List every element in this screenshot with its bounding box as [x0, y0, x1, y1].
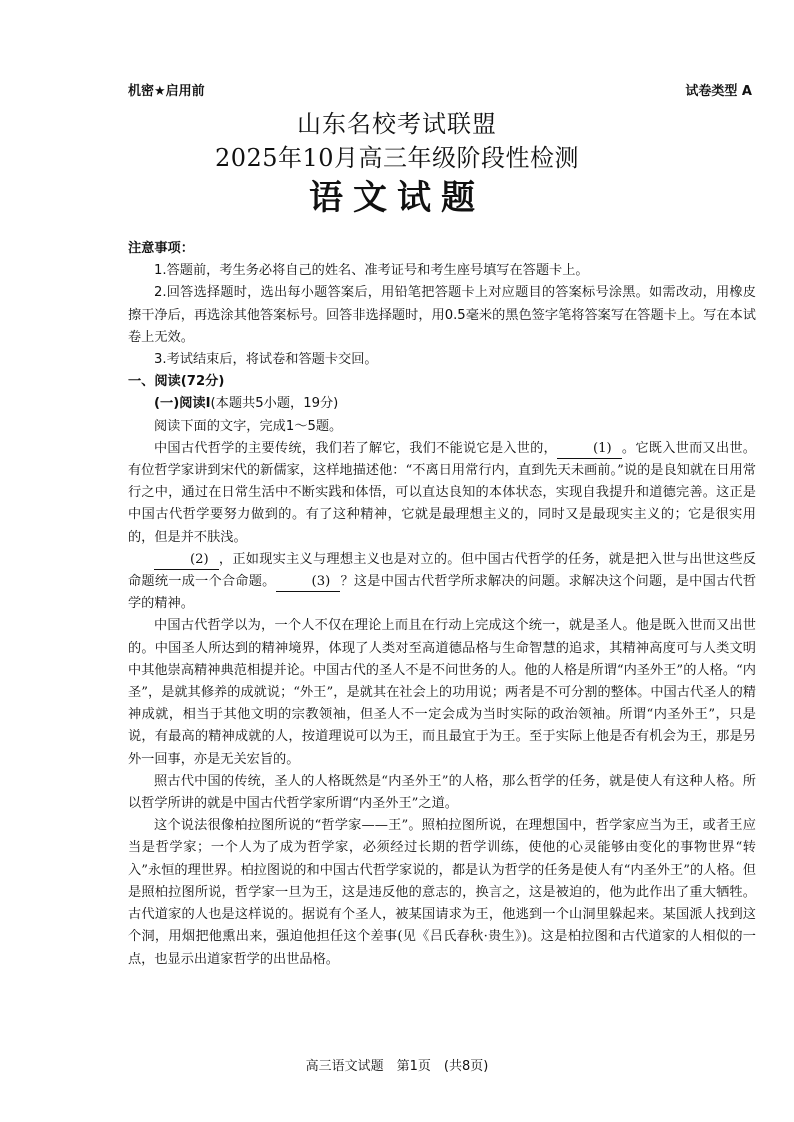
blank-2: (2): [154, 551, 219, 570]
paper-type-label: 试卷类型 A: [685, 84, 752, 99]
sub-section-info: (本题共5小题，19分): [210, 396, 339, 412]
passage-text: 。它既入世而又出世。有位哲学家讲到宋代的新儒家，这样地描述他：“不离日用常行内，直到先天未画前。”说的是良知就在日用常行之中，通过在日常生活中不断实践和体悟，可以直达良知的本体状态，实现自我提升和道德完善。这正是中国古代哲学要努力做到的。有了这种精神，它就是最理想主义的，同时又是最现实主义的；它是很实用的，但是并不肤浅。: [128, 440, 756, 545]
confidential-label: 机密★启用前: [128, 84, 205, 99]
passage-text: ，正如现实主义与理想主义也是对立的。但中国古代哲学的任务，就是把入世与出世这些反命题统一成一个合命题。: [128, 551, 756, 590]
passage-text: 中国古代哲学的主要传统，我们若了解它，我们不能说它是入世的，: [154, 440, 557, 456]
exam-body: [128, 238, 756, 971]
passage-paragraph-1: [128, 438, 756, 549]
notice-item-2: 2.回答选择题时，选出每小题答案后，用铅笔把答题卡上对应题目的答案标号涂黑。如需改动，用橡皮擦干净后，再选涂其他答案标号。回答非选择题时，用0.5毫米的黑色签字笔将答案写在答题卡上。写在本试卷上无效。: [128, 285, 756, 345]
subject-title: 语文试题: [309, 178, 485, 218]
blank-1: (1): [557, 440, 622, 459]
exam-alliance-title: 山东名校考试联盟: [297, 110, 497, 138]
passage-paragraph-2: [128, 549, 756, 616]
passage-text: ？这是中国古代哲学所求解决的问题。求解决这个问题，是中国古代哲学的精神。: [128, 574, 757, 612]
notice-heading: 注意事项：: [128, 241, 194, 256]
blank-3: (3): [276, 573, 341, 592]
sub-section-heading: [128, 393, 756, 415]
exam-date-title: 2025年10月高三年级阶段性检测: [214, 144, 580, 172]
section-heading: 一、阅读(72分): [128, 374, 225, 390]
notice-item-1: 1.答题前，考生务必将自己的姓名、准考证号和考生座号填写在答题卡上。: [154, 263, 589, 279]
page-footer: 高三语文试题 第1页 (共8页): [305, 1059, 489, 1074]
sub-section-label: (一)阅读Ⅰ: [154, 396, 211, 412]
passage-paragraph-5: 这个说法很像柏拉图所说的“哲学家——王”。照柏拉图所说，在理想国中，哲学家应当为王，或者王应当是哲学家；一个人为了成为哲学家，必须经过长期的哲学训练，使他的心灵能够由变化的事物世界“转入”永恒的理世界。柏拉图说的和中国古代哲学家说的，都是认为哲学的任务是使人有“内圣外王”的人格。但是照柏拉图所说，哲学家一旦为王，这是违反他的意志的，换言之，这是被迫的，他为此作出了重大牺牲。古代道家的人也是这样说的。据说有个圣人，被某国请求为王，他逃到一个山洞里躲起来。某国派人找到这个洞，用烟把他熏出来，强迫他担任这个差事(见《吕氏春秋·贵生》)。这是柏拉图和古代道家的人相似的一点，也显示出道家哲学的出世品格。: [128, 818, 756, 967]
passage-paragraph-3: 中国古代哲学以为，一个人不仅在理论上而且在行动上完成这个统一，就是圣人。他是既入世而又出世的。中国圣人所达到的精神境界，体现了人类对至高道德品格与生命智慧的追求，其精神高度可与人类文明中其他崇高精神典范相提并论。中国古代的圣人不是不问世务的人。他的人格是所谓“内圣外王”的人格。“内圣”，是就其修养的成就说；“外王”，是就其在社会上的功用说；两者是不可分割的整体。中国古代圣人的精神成就，相当于其他文明的宗教领袖，但圣人不一定会成为当时实际的政治领袖。所谓“内圣外王”，只是说，有最高的精神成就的人，按道理说可以为王，而且最宜于为王。至于实际上他是否有机会为王，那是另外一回事，亦是无关宏旨的。: [128, 618, 756, 767]
reading-instruction: 阅读下面的文字，完成1～5题。: [154, 418, 343, 434]
notice-item-3: 3.考试结束后，将试卷和答题卡交回。: [154, 352, 378, 368]
passage-paragraph-4: 照古代中国的传统，圣人的人格既然是“内圣外王”的人格，那么哲学的任务，就是使人有这种人格。所以哲学所讲的就是中国古代哲学家所谓“内圣外王”之道。: [128, 773, 756, 812]
